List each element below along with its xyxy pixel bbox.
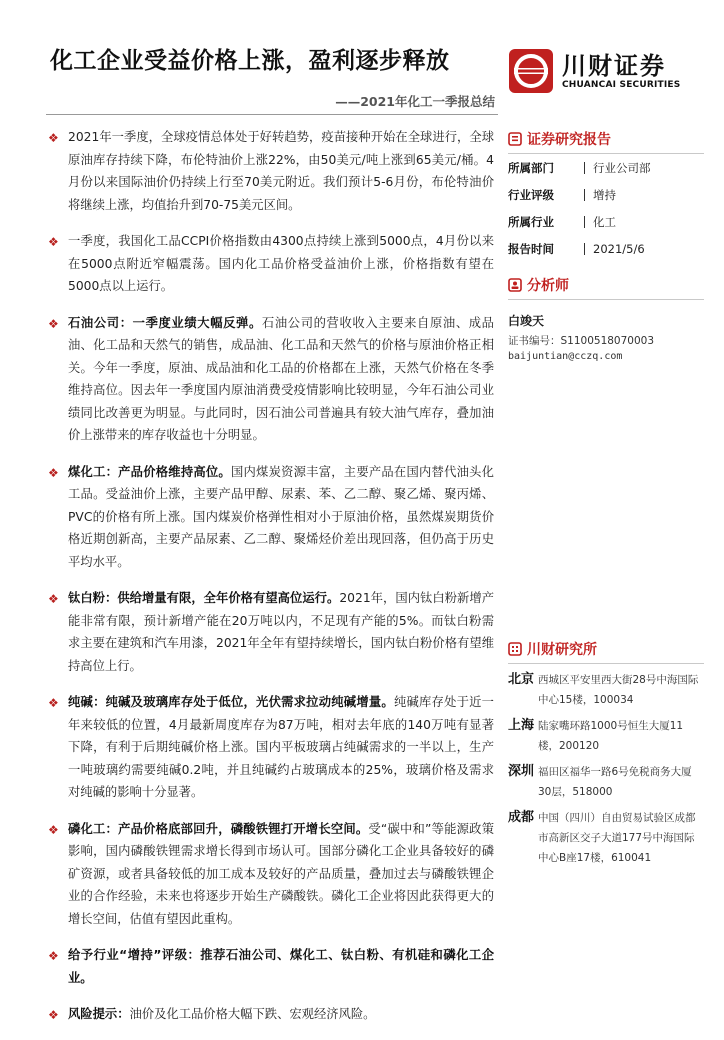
report-icon: [508, 132, 522, 146]
report-sidebar: [508, 128, 704, 362]
info-separator: [584, 243, 585, 255]
info-value: 行业公司部: [593, 160, 651, 175]
paragraph-lead: 磷化工：产品价格底部回升，磷酸铁锂打开增长空间。: [68, 821, 369, 836]
paragraph-lead: 纯碱：纯碱及玻璃库存处于低位，光伏需求拉动纯碱增量。: [68, 695, 394, 709]
summary-paragraph: [46, 818, 494, 931]
section-divider: [508, 663, 704, 664]
summary-paragraph: [46, 1003, 494, 1026]
diamond-bullet-icon: ❖: [48, 235, 59, 249]
office-address: 陆家嘴环路1000号恒生大厦11楼，200120: [538, 720, 684, 752]
diamond-bullet-icon: ❖: [48, 1008, 59, 1022]
diamond-bullet-icon: ❖: [48, 131, 59, 145]
diamond-bullet-icon: ❖: [48, 949, 59, 963]
paragraph-text: 纯碱库存处于近一年来较低的位置，4月最新周度库存为87万吨，相对去年底的140万吨有显著下降，有利于后期纯碱价格上涨。国内平板玻璃占纯碱需求的一半以上，生产一吨玻璃约需要纯碱0.2吨，并且纯碱约占玻璃成本的25%，玻璃价格及需求对纯碱的影响十分显著。: [68, 695, 494, 799]
office-city: 上海: [508, 718, 535, 733]
analyst-email[interactable]: baijuntian@cczq.com: [508, 351, 623, 362]
paragraph-lead: 石油公司：一季度业绩大幅反弹。: [68, 315, 262, 330]
info-value: 化工: [593, 214, 616, 229]
section-divider: [508, 299, 704, 300]
info-row-date: [508, 235, 704, 262]
report-title: 化工企业受益价格上涨，盈利逐步释放: [50, 47, 450, 74]
info-value: 增持: [593, 187, 616, 202]
office-beijing: [508, 670, 704, 710]
analyst-title: 分析师: [527, 278, 569, 294]
info-row-department: [508, 154, 704, 181]
report-subtitle: ——2021年化工一季报总结: [335, 94, 495, 109]
office-city: 成都: [508, 810, 535, 825]
brand-name-cn: 川财证券: [562, 52, 666, 80]
info-row-industry: [508, 208, 704, 235]
summary-body: [46, 126, 494, 1040]
summary-paragraph: [46, 230, 494, 298]
building-icon: [508, 642, 522, 656]
institute-title: 川财研究所: [527, 642, 597, 658]
analyst-certificate: 证书编号：S1100518070003: [508, 335, 655, 347]
office-city: 北京: [508, 672, 535, 687]
analyst-heading: [508, 274, 704, 296]
summary-paragraph: [46, 312, 494, 447]
diamond-bullet-icon: ❖: [48, 316, 59, 331]
summary-paragraph: [46, 587, 494, 677]
paragraph-text: 石油公司的营收收入主要来自原油、成品油、化工品和天然气的销售，成品油、化工品和天然气的价格与原油价格正相关。今年一季度，原油、成品油和化工品的价格都在上涨，天然气价格在冬季维持高位。因去年一季度国内原油消费受疫情影响比较明显，今年石油公司业绩同比改善更为明显。与此同时，因石油公司普遍具有较大油气库存，叠加油价上涨带来的库存收益也十分明显。: [68, 315, 494, 442]
info-row-rating: [508, 181, 704, 208]
diamond-bullet-icon: ❖: [48, 592, 59, 606]
summary-paragraph: [46, 126, 494, 216]
chuancai-logo-icon: [508, 48, 554, 94]
office-chengdu: [508, 808, 704, 868]
paragraph-text: 一季度，我国化工品CCPI价格指数由4300点持续上涨到5000点，4月份以来在5000点附近窄幅震荡。国内化工品价格受益油价上涨，价格指数有望在5000点以上运行。: [68, 234, 494, 293]
header-divider: [46, 114, 498, 115]
info-label: 行业评级: [508, 187, 554, 202]
office-shanghai: [508, 716, 704, 756]
report-info-heading: [508, 128, 704, 150]
info-label: 所属部门: [508, 160, 554, 175]
info-label: 报告时间: [508, 241, 554, 256]
summary-paragraph: [46, 944, 494, 989]
info-separator: [584, 162, 585, 174]
paragraph-text: 国内煤炭资源丰富，主要产品在国内替代油头化工品。受益油价上涨，主要产品甲醇、尿素、苯、乙二醇、聚乙烯、聚丙烯、PVC的价格有所上涨。国内煤炭价格弹性相对小于原油价格，虽然煤炭期货价格近期创新高，主要产品尿素、乙二醇、聚烯烃价差出现回落，但仍高于历史平均水平。: [68, 464, 494, 569]
info-separator: [584, 216, 585, 228]
diamond-bullet-icon: ❖: [48, 696, 59, 710]
paragraph-lead: 钛白粉：供给增量有限，全年价格有望高位运行。: [68, 591, 340, 605]
paragraph-lead: 煤化工：产品价格维持高位。: [68, 464, 231, 479]
diamond-bullet-icon: ❖: [48, 822, 59, 837]
analyst-name: 白竣天: [508, 314, 545, 328]
office-address: 中国（四川）自由贸易试验区成都市高新区交子大道177号中海国际中心B座17楼，610041: [538, 812, 696, 864]
person-icon: [508, 278, 522, 292]
paragraph-lead: 风险提示：: [68, 1007, 130, 1021]
diamond-bullet-icon: ❖: [48, 465, 59, 480]
office-city: 深圳: [508, 764, 535, 779]
office-address: 福田区福华一路6号免税商务大厦30层，518000: [538, 766, 692, 798]
brand-name-en: CHUANCAI SECURITIES: [562, 80, 681, 90]
office-address: 西城区平安里西大街28号中海国际中心15楼，100034: [538, 674, 699, 706]
summary-paragraph: [46, 691, 494, 804]
brand-logo: [508, 44, 708, 100]
paragraph-text: 油价及化工品价格大幅下跌、宏观经济风险。: [129, 1007, 376, 1021]
info-separator: [584, 189, 585, 201]
office-shenzhen: [508, 762, 704, 802]
report-info-title: 证券研究报告: [527, 132, 611, 148]
info-label: 所属行业: [508, 214, 554, 229]
summary-paragraph: [46, 461, 494, 574]
paragraph-lead: 给予行业“增持”评级：推荐石油公司、煤化工、钛白粉、有机硅和磷化工企业。: [68, 948, 494, 985]
institute-heading: [508, 638, 704, 660]
paragraph-text: 2021年一季度，全球疫情总体处于好转趋势，疫苗接种开始在全球进行，全球原油库存持续下降，布伦特油价上涨22%，由50美元/吨上涨到65美元/桶。4月份以来国际油价仍持续上行至70美元附近。我们预计5-6月份，布伦特油价将继续上涨，均值抬升到70-75美元区间。: [68, 130, 494, 212]
paragraph-text: 2021年，国内钛白粉新增产能非常有限，预计新增产能在20万吨以内，不足现有产能的5%。而钛白粉需求主要在建筑和汽车用漆，2021年全年有望持续增长，国内钛白粉价格有望维持高位上行。: [68, 591, 494, 673]
info-value: 2021/5/6: [593, 241, 645, 256]
institute-contacts: [508, 638, 704, 868]
paragraph-text: 受“碳中和”等能源政策影响，国内磷酸铁锂需求增长得到市场认可。国部分磷化工企业具备较好的磷矿资源，或者具备较低的加工成本及较好的产品质量，叠加过去与磷酸铁锂企业的合作经验，未来也将逐步开始生产磷酸铁。磷化工企业将因此获得更大的增长空间，估值有望因此重构。: [68, 821, 494, 926]
